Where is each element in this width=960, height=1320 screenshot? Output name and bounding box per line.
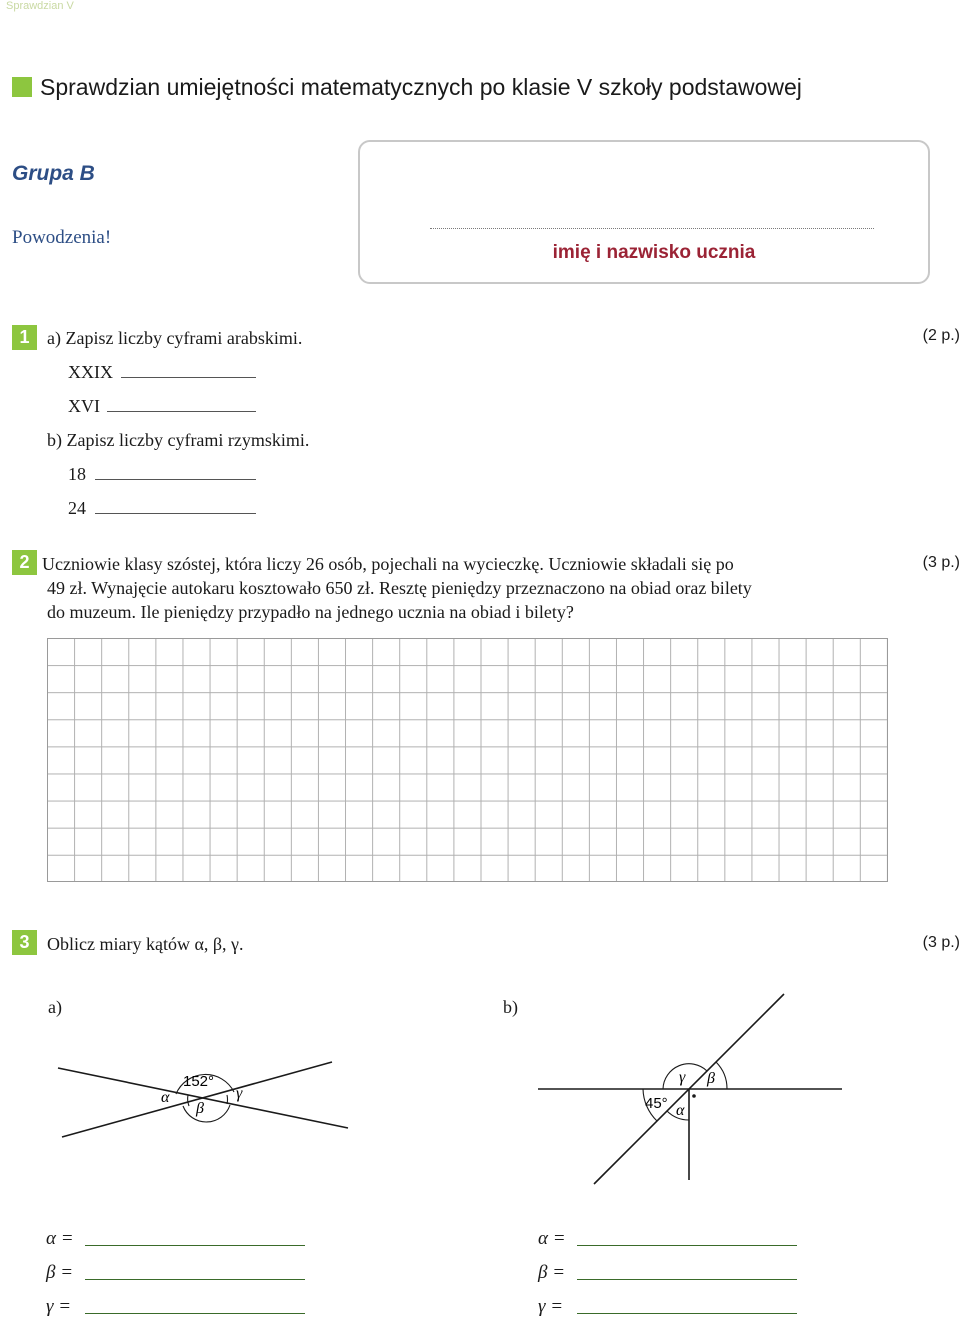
page-title: Sprawdzian umiejętności matematycznych po klasie V szkoły podstawowej	[40, 74, 802, 100]
task-3-text: Oblicz miary kątów α, β, γ.	[47, 934, 244, 954]
figure-a-alpha: α	[161, 1089, 170, 1106]
student-name-label: imię i nazwisko ucznia	[552, 242, 756, 263]
running-head: Sprawdzian V	[6, 0, 74, 12]
task-3-part-b-label: b)	[503, 997, 518, 1017]
answer-b-gamma-label: γ =	[538, 1296, 564, 1317]
task-2-line-2: 49 zł. Wynajęcie autokaru kosztowało 650 zł. Resztę pieniędzy przeznaczono na obiad oraz bilety	[47, 578, 752, 598]
answer-b-alpha-field[interactable]	[577, 1244, 797, 1246]
task-1-part-a-text: a) Zapisz liczby cyframi arabskimi.	[47, 328, 303, 348]
figure-a-arc-left	[188, 1095, 189, 1106]
task-1-item-xvi: XVI	[68, 396, 100, 416]
task-1-number: 1	[12, 325, 37, 350]
task-1-answer-24[interactable]	[95, 512, 256, 514]
student-name-field[interactable]	[430, 218, 874, 229]
task-1-item-24: 24	[68, 498, 86, 518]
answer-a-gamma-field[interactable]	[85, 1312, 305, 1314]
title-bullet	[12, 77, 32, 97]
task-3-number: 3	[12, 930, 37, 955]
task-1-item-18: 18	[68, 464, 86, 484]
task-1-part-b-text: b) Zapisz liczby cyframi rzymskimi.	[47, 430, 310, 450]
figure-b-alpha: α	[676, 1102, 685, 1119]
figure-b-right-angle-dot	[692, 1094, 696, 1098]
answer-a-beta-label: β =	[46, 1262, 74, 1283]
figure-b-intersecting-lines	[480, 990, 880, 1190]
task-1-item-xxix: XXIX	[68, 362, 113, 382]
task-1-answer-18[interactable]	[95, 478, 256, 480]
task-2-line-1: Uczniowie klasy szóstej, która liczy 26 osób, pojechali na wycieczkę. Uczniowie składali się po	[42, 554, 734, 574]
task-2-points: (3 p.)	[922, 554, 960, 571]
figure-a-beta: β	[196, 1100, 204, 1117]
figure-b-given-angle: 45°	[645, 1095, 668, 1112]
figure-a-gamma: γ	[236, 1085, 243, 1102]
task-3-points: (3 p.)	[922, 934, 960, 951]
group-label: Grupa B	[12, 162, 95, 185]
task-2-text	[42, 552, 882, 624]
figure-a-arc-right	[227, 1095, 228, 1104]
answer-b-gamma-field[interactable]	[577, 1312, 797, 1314]
figure-a-intersecting-lines	[0, 1040, 480, 1200]
answer-a-beta-field[interactable]	[85, 1278, 305, 1280]
figure-b-beta: β	[707, 1070, 715, 1087]
figure-a-arc-bottom	[183, 1105, 230, 1122]
task-1-points: (2 p.)	[922, 327, 960, 344]
answer-a-alpha-field[interactable]	[85, 1244, 305, 1246]
answer-b-beta-field[interactable]	[577, 1278, 797, 1280]
answer-a-gamma-label: γ =	[46, 1296, 72, 1317]
answer-b-alpha-label: α =	[538, 1228, 566, 1249]
task-2-line-3: do muzeum. Ile pieniędzy przypadło na jednego ucznia na obiad i bilety?	[47, 602, 574, 622]
good-luck-text: Powodzenia!	[12, 227, 112, 248]
task-1-answer-xxix[interactable]	[121, 376, 256, 378]
answer-b-beta-label: β =	[538, 1262, 566, 1283]
task-2-number: 2	[12, 550, 37, 575]
figure-b-arc-beta	[716, 1062, 727, 1089]
answer-grid[interactable]	[47, 638, 888, 882]
figure-a-given-angle: 152°	[183, 1073, 215, 1090]
task-3-part-a-label: a)	[48, 997, 62, 1017]
answer-a-alpha-label: α =	[46, 1228, 74, 1249]
figure-b-gamma: γ	[679, 1069, 686, 1086]
task-1-answer-xvi[interactable]	[107, 410, 256, 412]
